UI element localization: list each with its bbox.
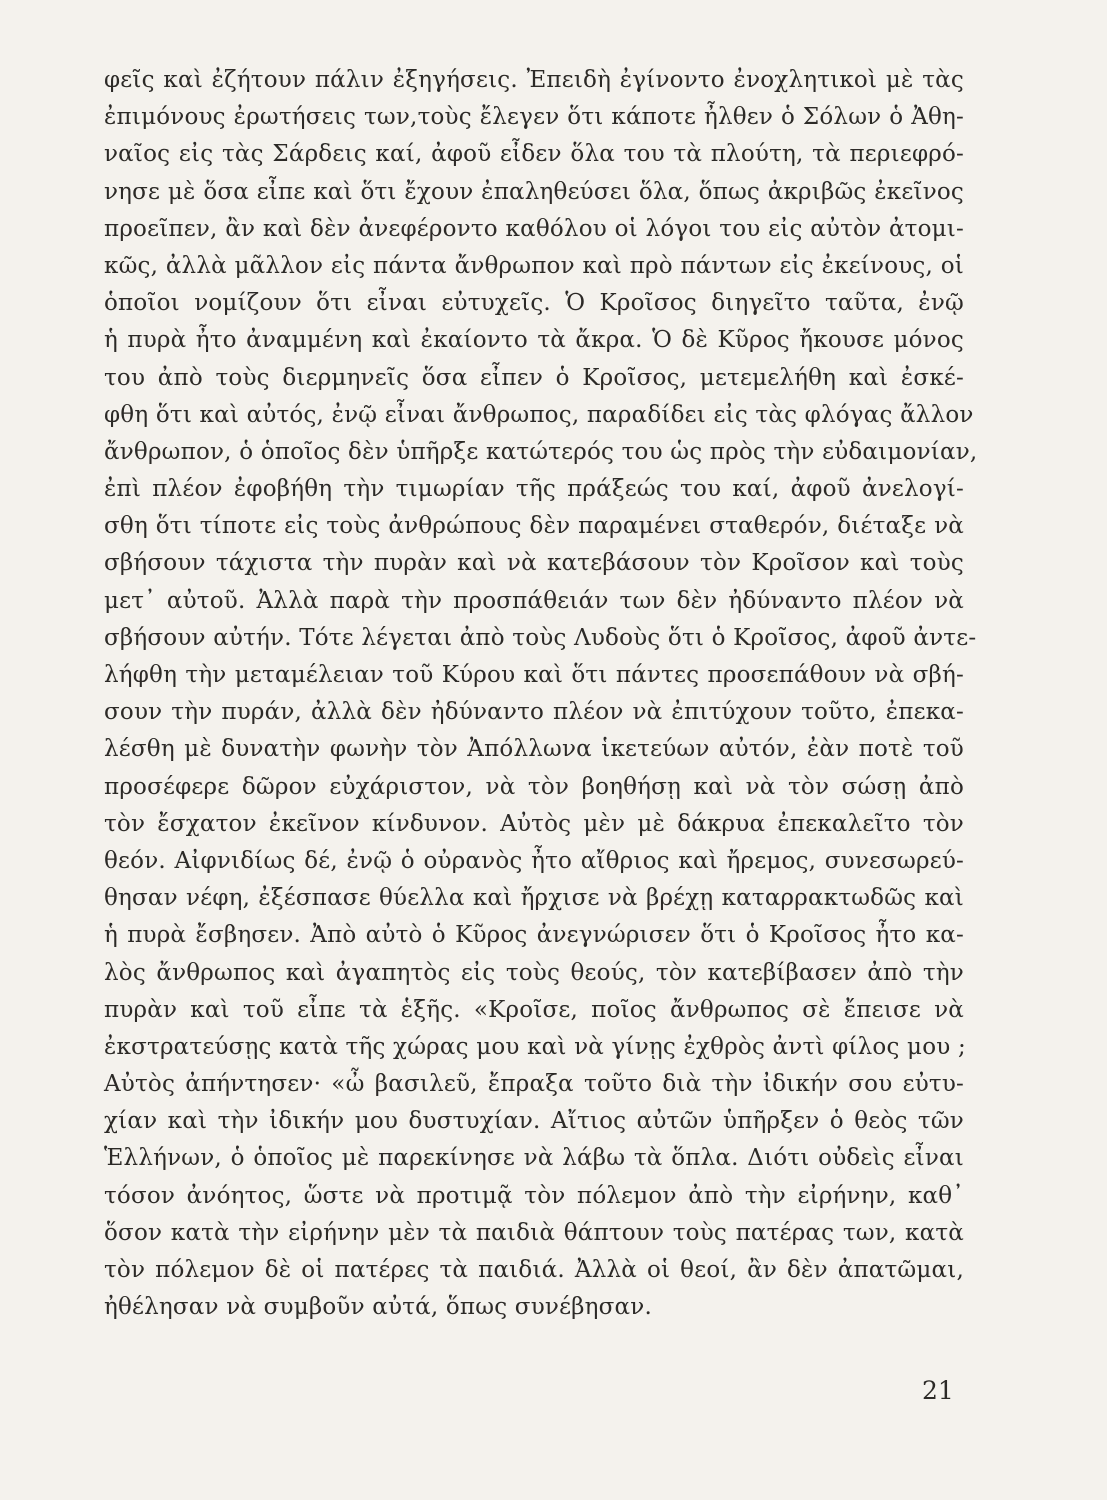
text-line: θεόν. Αἰφνιδίως δέ, ἐνῷ ὁ οὐρανὸς ἦτο αἴθριος καὶ ἤρεμος, συνεσωρεύ- — [104, 847, 964, 874]
text-line: μετ᾽ αὐτοῦ. Ἀλλὰ παρὰ τὴν προσπάθειάν των δὲν ἠδύναντο πλέον νὰ — [104, 587, 964, 614]
text-line: ἐπιμόνους ἐρωτήσεις των,τοὺς ἔλεγεν ὅτι κάποτε ἦλθεν ὁ Σόλων ὁ Ἀθη- — [104, 104, 964, 131]
text-line: προεῖπεν, ἂν καὶ δὲν ἀνεφέροντο καθόλου οἱ λόγοι του εἰς αὐτὸν ἀτομι- — [104, 215, 964, 242]
text-line: Ἑλλήνων, ὁ ὁποῖος μὲ παρεκίνησε νὰ λάβω τὰ ὅπλα. Διότι οὐδεὶς εἶναι — [104, 1145, 964, 1172]
text-line: ἐπὶ πλέον ἐφοβήθη τὴν τιμωρίαν τῆς πράξεώς του καί, ἀφοῦ ἀνελογί- — [104, 476, 964, 503]
text-line: ἠθέλησαν νὰ συμβοῦν αὐτά, ὅπως συνέβησαν. — [104, 1294, 652, 1321]
text-line: φθη ὅτι καὶ αὐτός, ἐνῷ εἶναι ἄνθρωπος, παραδίδει εἰς τὰς φλόγας ἄλλον — [104, 401, 974, 428]
text-line: πυρὰν καὶ τοῦ εἶπε τὰ ἑξῆς. «Κροῖσε, ποῖος ἄνθρωπος σὲ ἔπεισε νὰ — [104, 996, 964, 1023]
text-line: του ἀπὸ τοὺς διερμηνεῖς ὅσα εἶπεν ὁ Κροῖσος, μετεμελήθη καὶ ἐσκέ- — [104, 364, 964, 391]
text-line: σβήσουν αὐτήν. Τότε λέγεται ἀπὸ τοὺς Λυδοὺς ὅτι ὁ Κροῖσος, ἀφοῦ ἀντε- — [104, 624, 977, 651]
text-line: κῶς, ἀλλὰ μᾶλλον εἰς πάντα ἄνθρωπον καὶ πρὸ πάντων εἰς ἐκείνους, οἱ — [104, 252, 964, 279]
text-line: σουν τὴν πυράν, ἀλλὰ δὲν ἠδύναντο πλέον νὰ ἐπιτύχουν τοῦτο, ἐπεκα- — [104, 699, 964, 726]
text-line: ὁποῖοι νομίζουν ὅτι εἶναι εὐτυχεῖς. Ὁ Κροῖσος διηγεῖτο ταῦτα, ἐνῷ — [104, 290, 964, 317]
text-line: ἐκστρατεύσῃς κατὰ τῆς χώρας μου καὶ νὰ γίνῃς ἐχθρὸς ἀντὶ φίλος μου ; — [104, 1033, 966, 1060]
text-line: ἡ πυρὰ ἦτο ἀναμμένη καὶ ἐκαίοντο τὰ ἄκρα. Ὁ δὲ Κῦρος ἤκουσε μόνος — [104, 327, 964, 354]
text-line: τὸν ἔσχατον ἐκεῖνον κίνδυνον. Αὐτὸς μὲν μὲ δάκρυα ἐπεκαλεῖτο τὸν — [104, 810, 964, 837]
text-line: τὸν πόλεμον δὲ οἱ πατέρες τὰ παιδιά. Ἀλλὰ οἱ θεοί, ἂν δὲν ἀπατῶμαι, — [104, 1257, 964, 1283]
text-line: προσέφερε δῶρον εὐχάριστον, νὰ τὸν βοηθήσῃ καὶ νὰ τὸν σώσῃ ἀπὸ — [104, 773, 964, 800]
text-line: νησε μὲ ὅσα εἶπε καὶ ὅτι ἔχουν ἐπαληθεύσει ὅλα, ὅπως ἀκριβῶς ἐκεῖνος — [104, 178, 964, 205]
text-line: Αὐτὸς ἀπήντησεν· «ὦ βασιλεῦ, ἔπραξα τοῦτο διὰ τὴν ἰδικήν σου εὐτυ- — [104, 1071, 964, 1098]
text-line: φεῖς καὶ ἐζήτουν πάλιν ἐξηγήσεις. Ἐπειδὴ ἐγίνοντο ἐνοχλητικοὶ μὲ τὰς — [104, 67, 964, 93]
text-line: λέσθη μὲ δυνατὴν φωνὴν τὸν Ἀπόλλωνα ἱκετεύων αὐτόν, ἐὰν ποτὲ τοῦ — [104, 736, 964, 763]
text-line: λήφθη τὴν μεταμέλειαν τοῦ Κύρου καὶ ὅτι πάντες προσεπάθουν νὰ σβή- — [104, 662, 964, 688]
text-line: τόσον ἀνόητος, ὥστε νὰ προτιμᾷ τὸν πόλεμον ἀπὸ τὴν εἰρήνην, καθ᾽ — [104, 1182, 964, 1209]
text-line: ναῖος εἰς τὰς Σάρδεις καί, ἀφοῦ εἶδεν ὅλα του τὰ πλούτη, τὰ περιεφρό- — [104, 141, 964, 168]
text-line: ὅσον κατὰ τὴν εἰρήνην μὲν τὰ παιδιὰ θάπτουν τοὺς πατέρας των, κατὰ — [104, 1219, 964, 1246]
text-line: ἄνθρωπον, ὁ ὁποῖος δὲν ὑπῆρξε κατώτερός του ὡς πρὸς τὴν εὐδαιμονίαν, — [104, 438, 978, 465]
text-line: σβήσουν τάχιστα τὴν πυρὰν καὶ νὰ κατεβάσουν τὸν Κροῖσον καὶ τοὺς — [104, 550, 964, 577]
text-line: ἡ πυρὰ ἔσβησεν. Ἀπὸ αὐτὸ ὁ Κῦρος ἀνεγνώρισεν ὅτι ὁ Κροῖσος ἦτο κα- — [104, 922, 964, 949]
text-line: θησαν νέφη, ἐξέσπασε θύελλα καὶ ἤρχισε νὰ βρέχῃ καταρρακτωδῶς καὶ — [104, 885, 964, 912]
text-line: σθη ὅτι τίποτε εἰς τοὺς ἀνθρώπους δὲν παραμένει σταθερόν, διέταξε νὰ — [104, 513, 964, 540]
body-text — [104, 62, 978, 1326]
text-line: χίαν καὶ τὴν ἰδικήν μου δυστυχίαν. Αἴτιος αὐτῶν ὑπῆρξεν ὁ θεὸς τῶν — [104, 1108, 964, 1135]
text-line: λὸς ἄνθρωπος καὶ ἀγαπητὸς εἰς τοὺς θεούς, τὸν κατεβίβασεν ἀπὸ τὴν — [104, 959, 964, 986]
page-number: 21 — [922, 1376, 954, 1405]
